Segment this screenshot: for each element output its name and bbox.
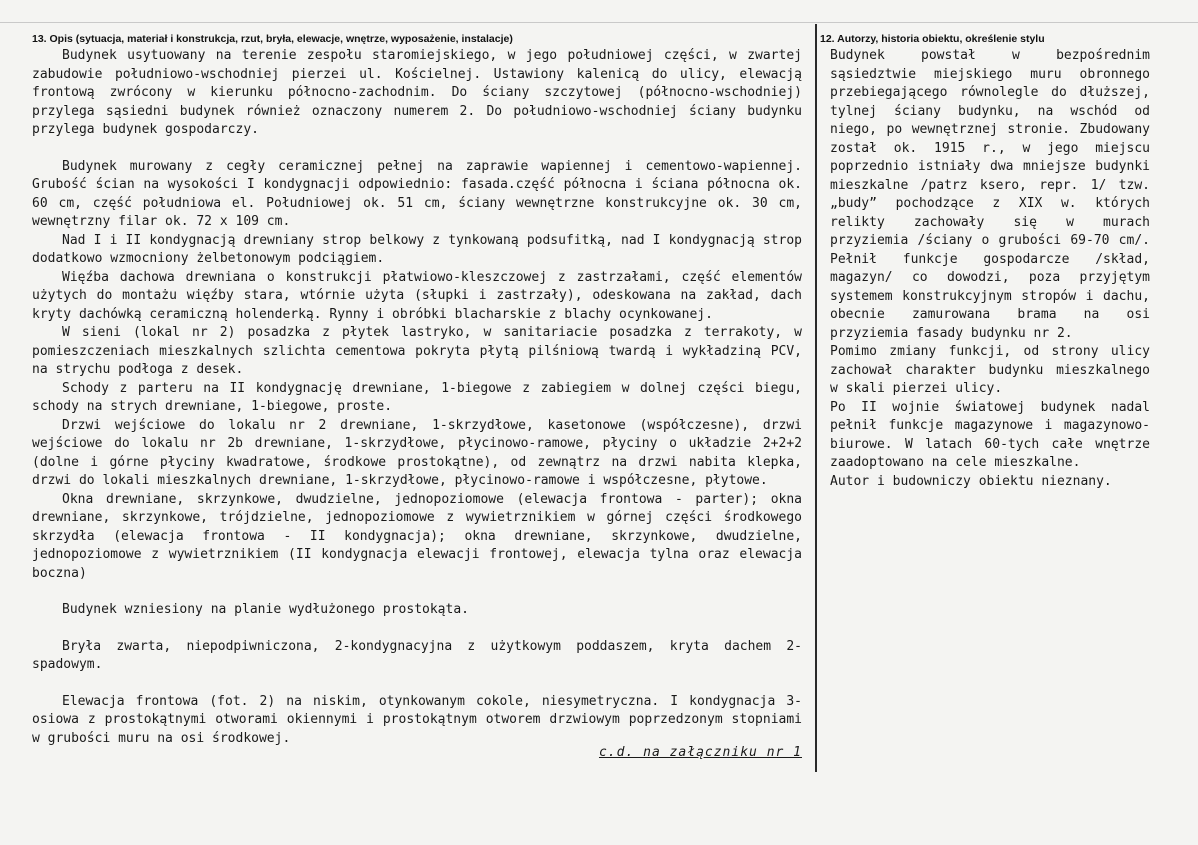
description-paragraph: Elewacja frontowa (fot. 2) na niskim, otynkowanym cokole, niesymetryczna. I kondygnacja 3-osiowa z prostokątnymi otworami okiennymi i prostokątnym otworem drzwiowym poprzedzonym stopniami w grubości muru na osi środkowej. [32, 693, 802, 746]
description-paragraph: Drzwi wejściowe do lokalu nr 2 drewniane, 1-skrzydłowe, kasetonowe (współczesne), drzwi wejściowe do lokalu nr 2b drewniane, 1-skrzydłowe, płycinowo-ramowe, płyciny o układzie 2+2+2 (dolne i górne płyciny kwadratowe, środkowe prostokątne), od zewnątrz na drzwi nabita klepka, drzwi do lokali mieszkalnych drewniane, 1-skrzydłowe, płycinowo-ramowe i współczesne, płytowe. [32, 417, 802, 488]
description-paragraph: Bryła zwarta, niepodpiwniczona, 2-kondygnacyjna z użytkowym poddaszem, kryta dachem 2-spadowym. [32, 638, 802, 672]
description-paragraph: Budynek usytuowany na terenie zespołu staromiejskiego, w jego południowej części, w zwartej zabudowie południowo-wschodniej pierzei ul. Kościelnej. Ustawiony kalenicą do ulicy, elewacją frontową zwrócony w kierunku północno-zachodnim. Do ściany szczytowej (północno-wschodniej) przylega sąsiedni budynek również oznaczony numerem 2. Do południowo-wschodniej ściany budynku przylega budynek gospodarczy. [32, 48, 802, 137]
history-paragraph: Po II wojnie światowej budynek nadal pełnił funkcje magazynowe i magazynowo-biurowe. W latach 60-tych całe wnętrze zaadoptowano na cele mieszkalne. [830, 399, 1150, 470]
section-13-body [32, 47, 802, 748]
description-paragraph: Schody z parteru na II kondygnację drewniane, 1-biegowe z zabiegiem w dolnej części biegu, schody na strych drewniane, 1-biegowe, proste. [32, 380, 802, 414]
description-paragraph: Budynek wzniesiony na planie wydłużonego prostokąta. [62, 602, 469, 617]
section-12-heading: 12. Autorzy, historia obiektu, określenie stylu [820, 33, 1045, 45]
continuation-note: c.d. na załączniku nr 1 [598, 745, 802, 760]
section-12-body [830, 47, 1150, 491]
history-paragraph: Autor i budowniczy obiektu nieznany. [830, 473, 1112, 489]
history-paragraph: Budynek powstał w bezpośrednim sąsiedztwie miejskiego muru obronnego przebiegającego równolegle do dłuższej, tylnej ściany budynku, na wschód od niego, po wewnętrznej stronie. Zbudowany został ok. 1915 r., w jego miejscu poprzednio istniały dwa mniejsze budynki mieszkalne /patrz ksero, repr. 1/ tzw. „budy” pochodzące z XIX w. których relikty zachowały się w murach przyziemia /ściany o grubości 69-70 cm/. Pełnił funkcje gospodarcze /skład, magazyn/ co dowodzi, poza przyjętym systemem konstrukcyjnym stropów i dachu, obecnie zamurowana brama na osi przyziemia fasady budynku nr 2. [830, 48, 1150, 341]
description-paragraph: W sieni (lokal nr 2) posadzka z płytek lastryko, w sanitariacie posadzka z terrakoty, w pomieszczeniach mieszkalnych szlichta cementowa pokryta płytą pilśniową twardą i wykładziną PCV, na strychu podłoga z desek. [32, 325, 802, 377]
description-paragraph: Nad I i II kondygnacją drewniany strop belkowy z tynkowaną podsufitką, nad I kondygnacją strop dodatkowo wzmocniony żelbetonowym podciągiem. [32, 232, 802, 266]
section-13-heading: 13. Opis (sytuacja, materiał i konstrukcja, rzut, bryła, elewacje, wnętrze, wyposażenie, instalacje) [32, 33, 513, 45]
description-paragraph: Okna drewniane, skrzynkowe, dwudzielne, jednopoziomowe (elewacja frontowa - parter); okna drewniane, skrzynkowe, trójdzielne, jednopoziomowe z wywietrznikiem w górnej części środkowego skrzydła (elewacja frontowa - II kondygnacja); okna drewniane, skrzynkowe, dwudzielne, jednopoziomowe z wywietrznikiem (II kondygnacja elewacji frontowej, elewacja tylna oraz elewacja boczna) [32, 491, 802, 581]
description-paragraph: Więźba dachowa drewniana o konstrukcji płatwiowo-kleszczowej z zastrzałami, część elementów użytych do montażu więźby stara, wtórnie użyta (słupki i zastrzały), odeskowana na zakład, dach kryty dachówką ceramiczną holenderką. Rynny i obróbki blacharskie z blachy ocynkowanej. [32, 269, 802, 322]
history-paragraph: Pomimo zmiany funkcji, od strony ulicy zachował charakter budynku mieszkalnego w skali pierzei ulicy. [830, 344, 1150, 396]
top-rule [0, 22, 1198, 23]
column-divider [815, 24, 817, 772]
description-paragraph: Budynek murowany z cegły ceramicznej pełnej na zaprawie wapiennej i cementowo-wapiennej. Grubość ścian na wysokości I kondygnacji odpowiednio: fasada.część północna i ściana północna ok. 60 cm, część południowa el. Południowej ok. 51 cm, ściany wewnętrzne konstrukcyjne ok. 30 cm, wewnętrzny filar ok. 72 x 109 cm. [32, 158, 802, 229]
